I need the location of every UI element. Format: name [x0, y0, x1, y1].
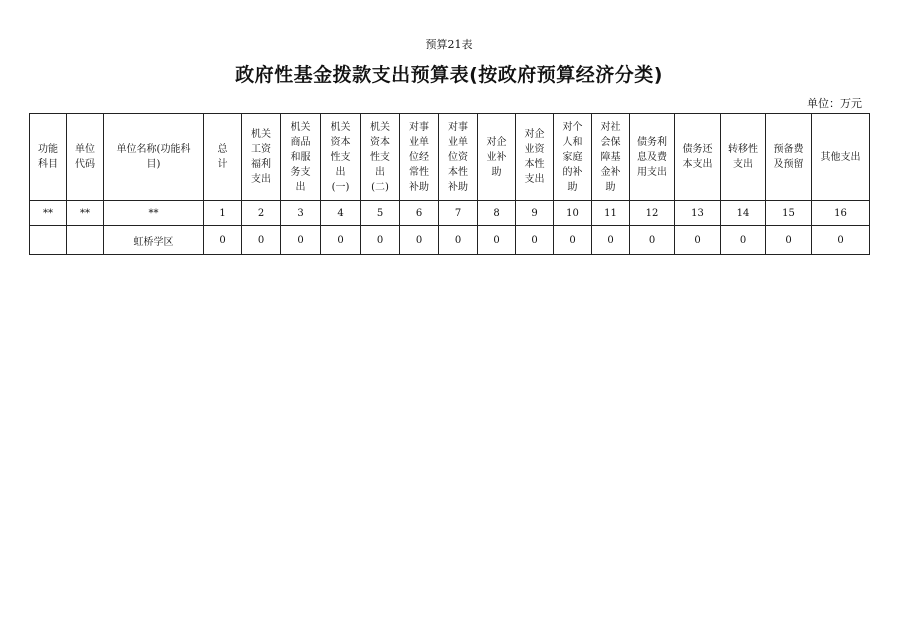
column-header-line: 债务还: [682, 144, 713, 155]
column-header-line: 对事: [448, 121, 468, 133]
table-cell: 0: [361, 226, 400, 255]
unit-label: 单位：万元: [807, 97, 862, 110]
column-header-line: 总: [217, 144, 228, 155]
column-header-line: 的补: [562, 166, 583, 178]
column-header-line: 助: [567, 181, 578, 193]
column-code-cell: 11: [592, 201, 630, 226]
column-header-line: 助: [491, 166, 502, 178]
header-row: [30, 114, 870, 201]
budget-table: [29, 113, 870, 255]
table-cell: 0: [516, 226, 554, 255]
column-header-line: 出: [335, 166, 346, 178]
column-header: [766, 114, 812, 201]
column-header-line: 支出: [524, 174, 545, 185]
column-header-line: 金补: [600, 166, 621, 178]
column-code-cell: **: [30, 201, 67, 226]
column-header-line: 对事: [409, 121, 429, 133]
column-header-line: 债务利: [637, 136, 667, 148]
column-header-line: 目): [146, 159, 161, 170]
column-header: [204, 114, 242, 201]
table-cell: 0: [400, 226, 439, 255]
column-code-cell: **: [104, 201, 204, 226]
column-header: [439, 114, 478, 201]
column-header-line: 助: [605, 181, 616, 193]
column-header: [30, 114, 67, 201]
column-code-cell: 14: [721, 201, 766, 226]
column-header-line: 预备费: [773, 144, 804, 155]
column-code-cell: 15: [766, 201, 812, 226]
column-header-line: 业资: [524, 144, 545, 155]
column-header: [478, 114, 516, 201]
column-header-line: 工资: [251, 144, 271, 155]
column-header: [104, 114, 204, 201]
table-cell: 0: [321, 226, 361, 255]
column-header-line: 会保: [600, 136, 621, 148]
column-header-line: 其他支出: [820, 151, 861, 163]
column-header: [721, 114, 766, 201]
column-header-line: 计: [217, 159, 228, 170]
table-cell: 0: [204, 226, 242, 255]
column-header-line: 支出: [251, 174, 271, 185]
column-header-line: 本性: [524, 159, 545, 170]
column-header: [554, 114, 592, 201]
column-header-line: 机关: [251, 129, 271, 140]
column-header-line: 对社: [600, 121, 621, 133]
column-header-line: 资本: [330, 136, 351, 148]
column-header: [361, 114, 400, 201]
column-code-cell: 8: [478, 201, 516, 226]
column-header-line: 常性: [409, 166, 429, 178]
column-header-line: 机关: [370, 121, 390, 133]
column-header-line: 性支: [330, 151, 351, 163]
column-header-line: 业单: [409, 136, 429, 148]
table-cell: [30, 226, 67, 255]
column-header-line: 务支: [290, 166, 311, 178]
column-header-line: 本支出: [682, 159, 713, 170]
column-header: [67, 114, 104, 201]
page-title: 政府性基金拨款支出预算表(按政府预算经济分类): [235, 64, 663, 86]
column-header-line: 对企: [486, 136, 507, 148]
column-header-line: 息及费: [637, 151, 667, 163]
column-header-line: 转移性: [728, 144, 758, 155]
column-header: [812, 114, 870, 201]
table-cell: 0: [630, 226, 675, 255]
column-header-line: 商品: [290, 136, 311, 148]
column-header: [281, 114, 321, 201]
column-header: [630, 114, 675, 201]
column-code-cell: 1: [204, 201, 242, 226]
column-code-cell: 7: [439, 201, 478, 226]
column-header-line: 支出: [733, 159, 753, 170]
table-cell: 虹桥学区: [104, 226, 204, 255]
table-cell: 0: [675, 226, 721, 255]
column-code-cell: 5: [361, 201, 400, 226]
column-header-line: 对个: [562, 121, 583, 133]
column-header: [242, 114, 281, 201]
column-header-line: 出: [295, 181, 306, 193]
column-header-line: 业单: [448, 136, 468, 148]
table-cell: 0: [281, 226, 321, 255]
table-row: [30, 226, 870, 255]
table-cell: 0: [812, 226, 870, 255]
column-header-line: 业补: [486, 151, 507, 163]
column-header-line: 资本: [370, 136, 390, 148]
column-header-line: 出: [375, 166, 385, 178]
column-code-cell: 12: [630, 201, 675, 226]
column-code-row: [30, 201, 870, 226]
column-code-cell: 4: [321, 201, 361, 226]
column-code-cell: 2: [242, 201, 281, 226]
table-number: 预算21表: [425, 38, 473, 51]
column-header-line: 功能: [38, 144, 58, 155]
column-header-line: 代码: [75, 159, 95, 170]
column-header: [321, 114, 361, 201]
table-cell: 0: [592, 226, 630, 255]
column-header-line: 位经: [409, 151, 429, 163]
column-header-line: (二): [371, 181, 389, 193]
column-code-cell: 16: [812, 201, 870, 226]
column-code-cell: 6: [400, 201, 439, 226]
table-cell: 0: [554, 226, 592, 255]
table-cell: 0: [766, 226, 812, 255]
column-header-line: 机关: [290, 121, 311, 133]
column-header: [516, 114, 554, 201]
column-header: [400, 114, 439, 201]
column-header: [592, 114, 630, 201]
column-header-line: 福利: [251, 159, 271, 170]
column-header-line: 本性: [448, 166, 468, 178]
column-code-cell: 13: [675, 201, 721, 226]
column-header: [675, 114, 721, 201]
column-header-line: 人和: [562, 136, 583, 148]
column-header-line: 机关: [330, 121, 351, 133]
column-header-line: 用支出: [637, 166, 667, 178]
table-cell: [67, 226, 104, 255]
column-header-line: 单位: [75, 144, 95, 155]
column-header-line: 障基: [600, 151, 621, 163]
table-cell: 0: [242, 226, 281, 255]
column-header-line: (一): [331, 181, 350, 193]
column-code-cell: 3: [281, 201, 321, 226]
column-code-cell: 9: [516, 201, 554, 226]
table-cell: 0: [721, 226, 766, 255]
column-header-line: 家庭: [562, 151, 583, 163]
column-header-line: 对企: [524, 129, 545, 140]
column-code-cell: 10: [554, 201, 592, 226]
column-header-line: 补助: [409, 181, 429, 193]
column-header-line: 单位名称(功能科: [116, 144, 191, 155]
column-header-line: 和服: [290, 151, 311, 163]
column-header-line: 科目: [38, 159, 58, 170]
table-cell: 0: [439, 226, 478, 255]
column-header-line: 及预留: [773, 159, 804, 170]
column-code-cell: **: [67, 201, 104, 226]
column-header-line: 位资: [448, 151, 468, 163]
table-cell: 0: [478, 226, 516, 255]
column-header-line: 补助: [448, 181, 468, 193]
column-header-line: 性支: [370, 151, 390, 163]
